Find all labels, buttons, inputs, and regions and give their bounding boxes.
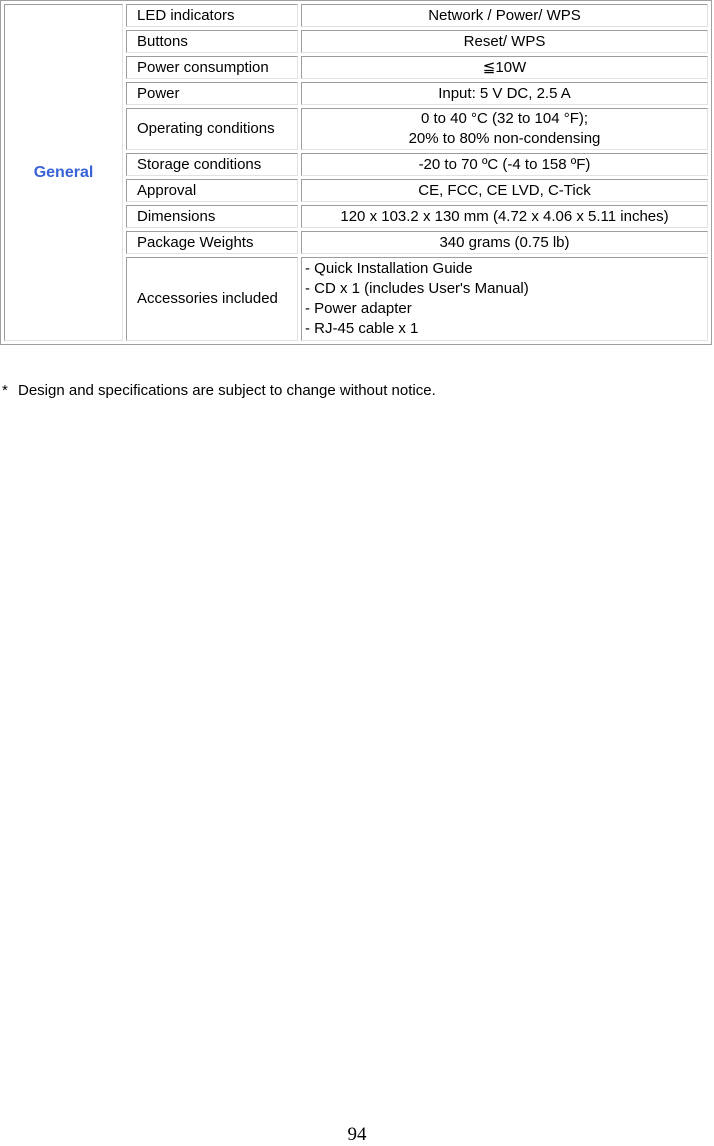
spec-label: Dimensions bbox=[126, 205, 298, 228]
spec-value-line: - Quick Installation Guide bbox=[305, 260, 473, 277]
spec-value-line: - CD x 1 (includes User's Manual) bbox=[305, 280, 529, 297]
spec-value bbox=[301, 82, 708, 105]
spec-value bbox=[301, 56, 708, 79]
spec-value bbox=[301, 231, 708, 254]
spec-value bbox=[301, 30, 708, 53]
spec-value bbox=[301, 205, 708, 228]
spec-value-line: 120 x 103.2 x 130 mm (4.72 x 4.06 x 5.11 inches) bbox=[340, 207, 669, 225]
spec-label: Package Weights bbox=[126, 231, 298, 254]
category-label: General bbox=[4, 4, 123, 341]
spec-row-led-indicators bbox=[4, 4, 708, 27]
spec-value-line: 340 grams (0.75 lb) bbox=[439, 233, 570, 251]
spec-value-line: Network / Power/ WPS bbox=[428, 6, 581, 24]
spec-value-line: - Power adapter bbox=[305, 300, 412, 317]
footnote-text: Design and specifications are subject to change without notice. bbox=[18, 382, 436, 399]
spec-label: Power bbox=[126, 82, 298, 105]
specifications-table bbox=[1, 1, 711, 344]
spec-value-line: -20 to 70 ºC (-4 to 158 ºF) bbox=[418, 155, 591, 173]
spec-value-line: Reset/ WPS bbox=[463, 32, 546, 50]
spec-value-line: CE, FCC, CE LVD, C-Tick bbox=[418, 181, 591, 199]
spec-label: LED indicators bbox=[126, 4, 298, 27]
spec-value bbox=[301, 257, 708, 341]
spec-value bbox=[301, 179, 708, 202]
spec-value bbox=[301, 4, 708, 27]
footnote-marker: * bbox=[2, 382, 8, 399]
spec-value-line: 0 to 40 °C (32 to 104 °F); bbox=[420, 110, 589, 127]
footnote bbox=[2, 382, 436, 399]
spec-label: Power consumption bbox=[126, 56, 298, 79]
spec-label: Buttons bbox=[126, 30, 298, 53]
spec-label: Accessories included bbox=[126, 257, 298, 341]
spec-label: Storage conditions bbox=[126, 153, 298, 176]
spec-value-line: Input: 5 V DC, 2.5 A bbox=[438, 84, 571, 102]
spec-value-line: - RJ-45 cable x 1 bbox=[305, 320, 419, 337]
page-number: 94 bbox=[347, 1124, 367, 1145]
spec-value-line: 20% to 80% non-condensing bbox=[408, 130, 601, 147]
spec-label: Operating conditions bbox=[126, 108, 298, 150]
spec-value bbox=[301, 108, 708, 150]
spec-label: Approval bbox=[126, 179, 298, 202]
spec-value bbox=[301, 153, 708, 176]
specifications-table-frame bbox=[0, 0, 712, 345]
spec-value-line: ≦10W bbox=[482, 58, 527, 76]
